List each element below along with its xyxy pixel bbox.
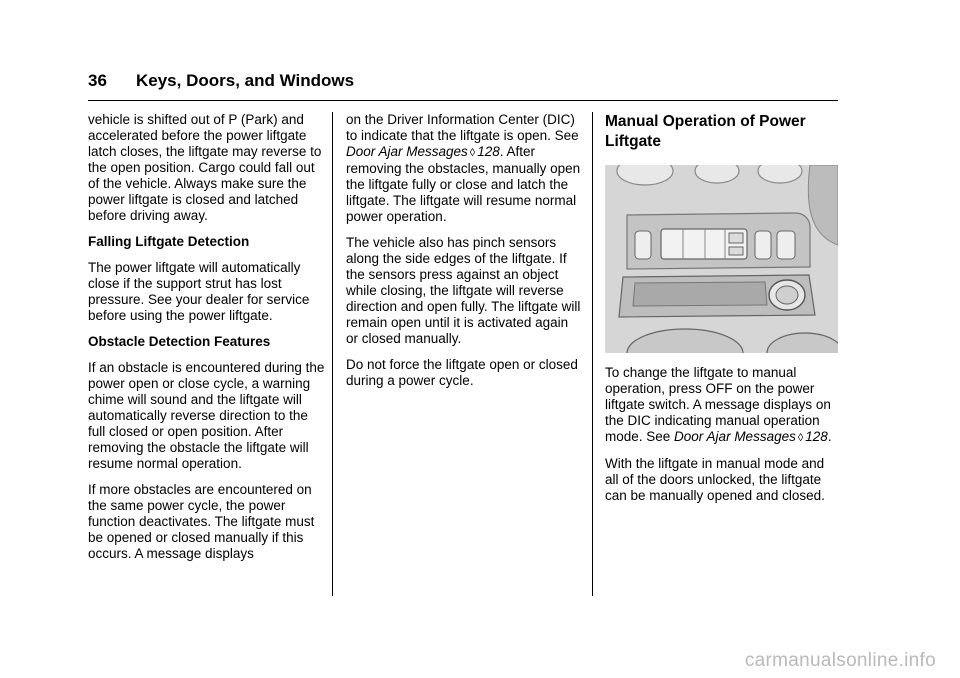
page-reference[interactable]: 128 (477, 144, 500, 159)
subheading-falling-liftgate: Falling Liftgate Detection (88, 234, 250, 249)
text: To change the liftgate to manual operation, press OFF on the power liftgate switch. A message displays on the DIC indicating manual operation mode. See (605, 365, 831, 444)
page-ref-icon: ◊ (797, 432, 804, 444)
text: . (827, 429, 832, 444)
paragraph: vehicle is shifted out of P (Park) and accelerated before the power liftgate latch closes, the liftgate may reverse to the open position. Cargo could fall out of the vehicle. Always make sure the power liftgate is closed and latched before driving away. (88, 112, 322, 223)
paragraph (605, 365, 840, 446)
page-reference[interactable]: 128 (805, 429, 828, 444)
chapter-title: Keys, Doors, and Windows (136, 71, 355, 90)
section-title: Manual Operation of Power Liftgate (605, 113, 806, 150)
power-liftgate-switch-illustration (605, 165, 838, 353)
paragraph: The power liftgate will automatically close if the support strut has lost pressure. See your dealer for service before using the power liftgate. (88, 260, 310, 323)
paragraph: If an obstacle is encountered during the power open or close cycle, a warning chime will sound and the liftgate will automatically reverse direction to the full closed or open position. After removing the obstacle the liftgate will resume normal operation. (88, 360, 325, 471)
column-divider (332, 112, 333, 596)
subheading-obstacle-detection: Obstacle Detection Features (88, 334, 271, 349)
text: on the Driver Information Center (DIC) to indicate that the liftgate is open. See (346, 112, 579, 143)
cross-reference-link[interactable]: Door Ajar Messages (346, 144, 468, 159)
paragraph: Do not force the liftgate open or closed during a power cycle. (346, 357, 578, 388)
paragraph: With the liftgate in manual mode and all of the doors unlocked, the liftgate can be manually opened and closed. (605, 456, 825, 503)
watermark: carmanualsonline.info (744, 650, 936, 671)
column-divider (592, 112, 593, 596)
page-number: 36 (88, 71, 107, 90)
column-2 (346, 112, 582, 399)
paragraph (346, 112, 582, 225)
page-ref-icon: ◊ (469, 147, 476, 159)
header-rule (88, 100, 838, 101)
page-header (88, 71, 838, 103)
paragraph: The vehicle also has pinch sensors along the side edges of the liftgate. If the sensors press against an object while closing, the liftgate will reverse direction and open fully. The liftgate will remain open until it is activated again or closed manually. (346, 235, 581, 346)
column-3 (605, 112, 840, 514)
column-1 (88, 112, 326, 572)
cross-reference-link[interactable]: Door Ajar Messages (674, 429, 796, 444)
paragraph: If more obstacles are encountered on the same power cycle, the power function deactivates. The liftgate must be opened or closed manually if this occurs. A message displays (88, 482, 315, 561)
text: . After removing the obstacles, manually open the liftgate fully or close and latch the liftgate. The liftgate will resume normal power operation. (346, 144, 581, 224)
